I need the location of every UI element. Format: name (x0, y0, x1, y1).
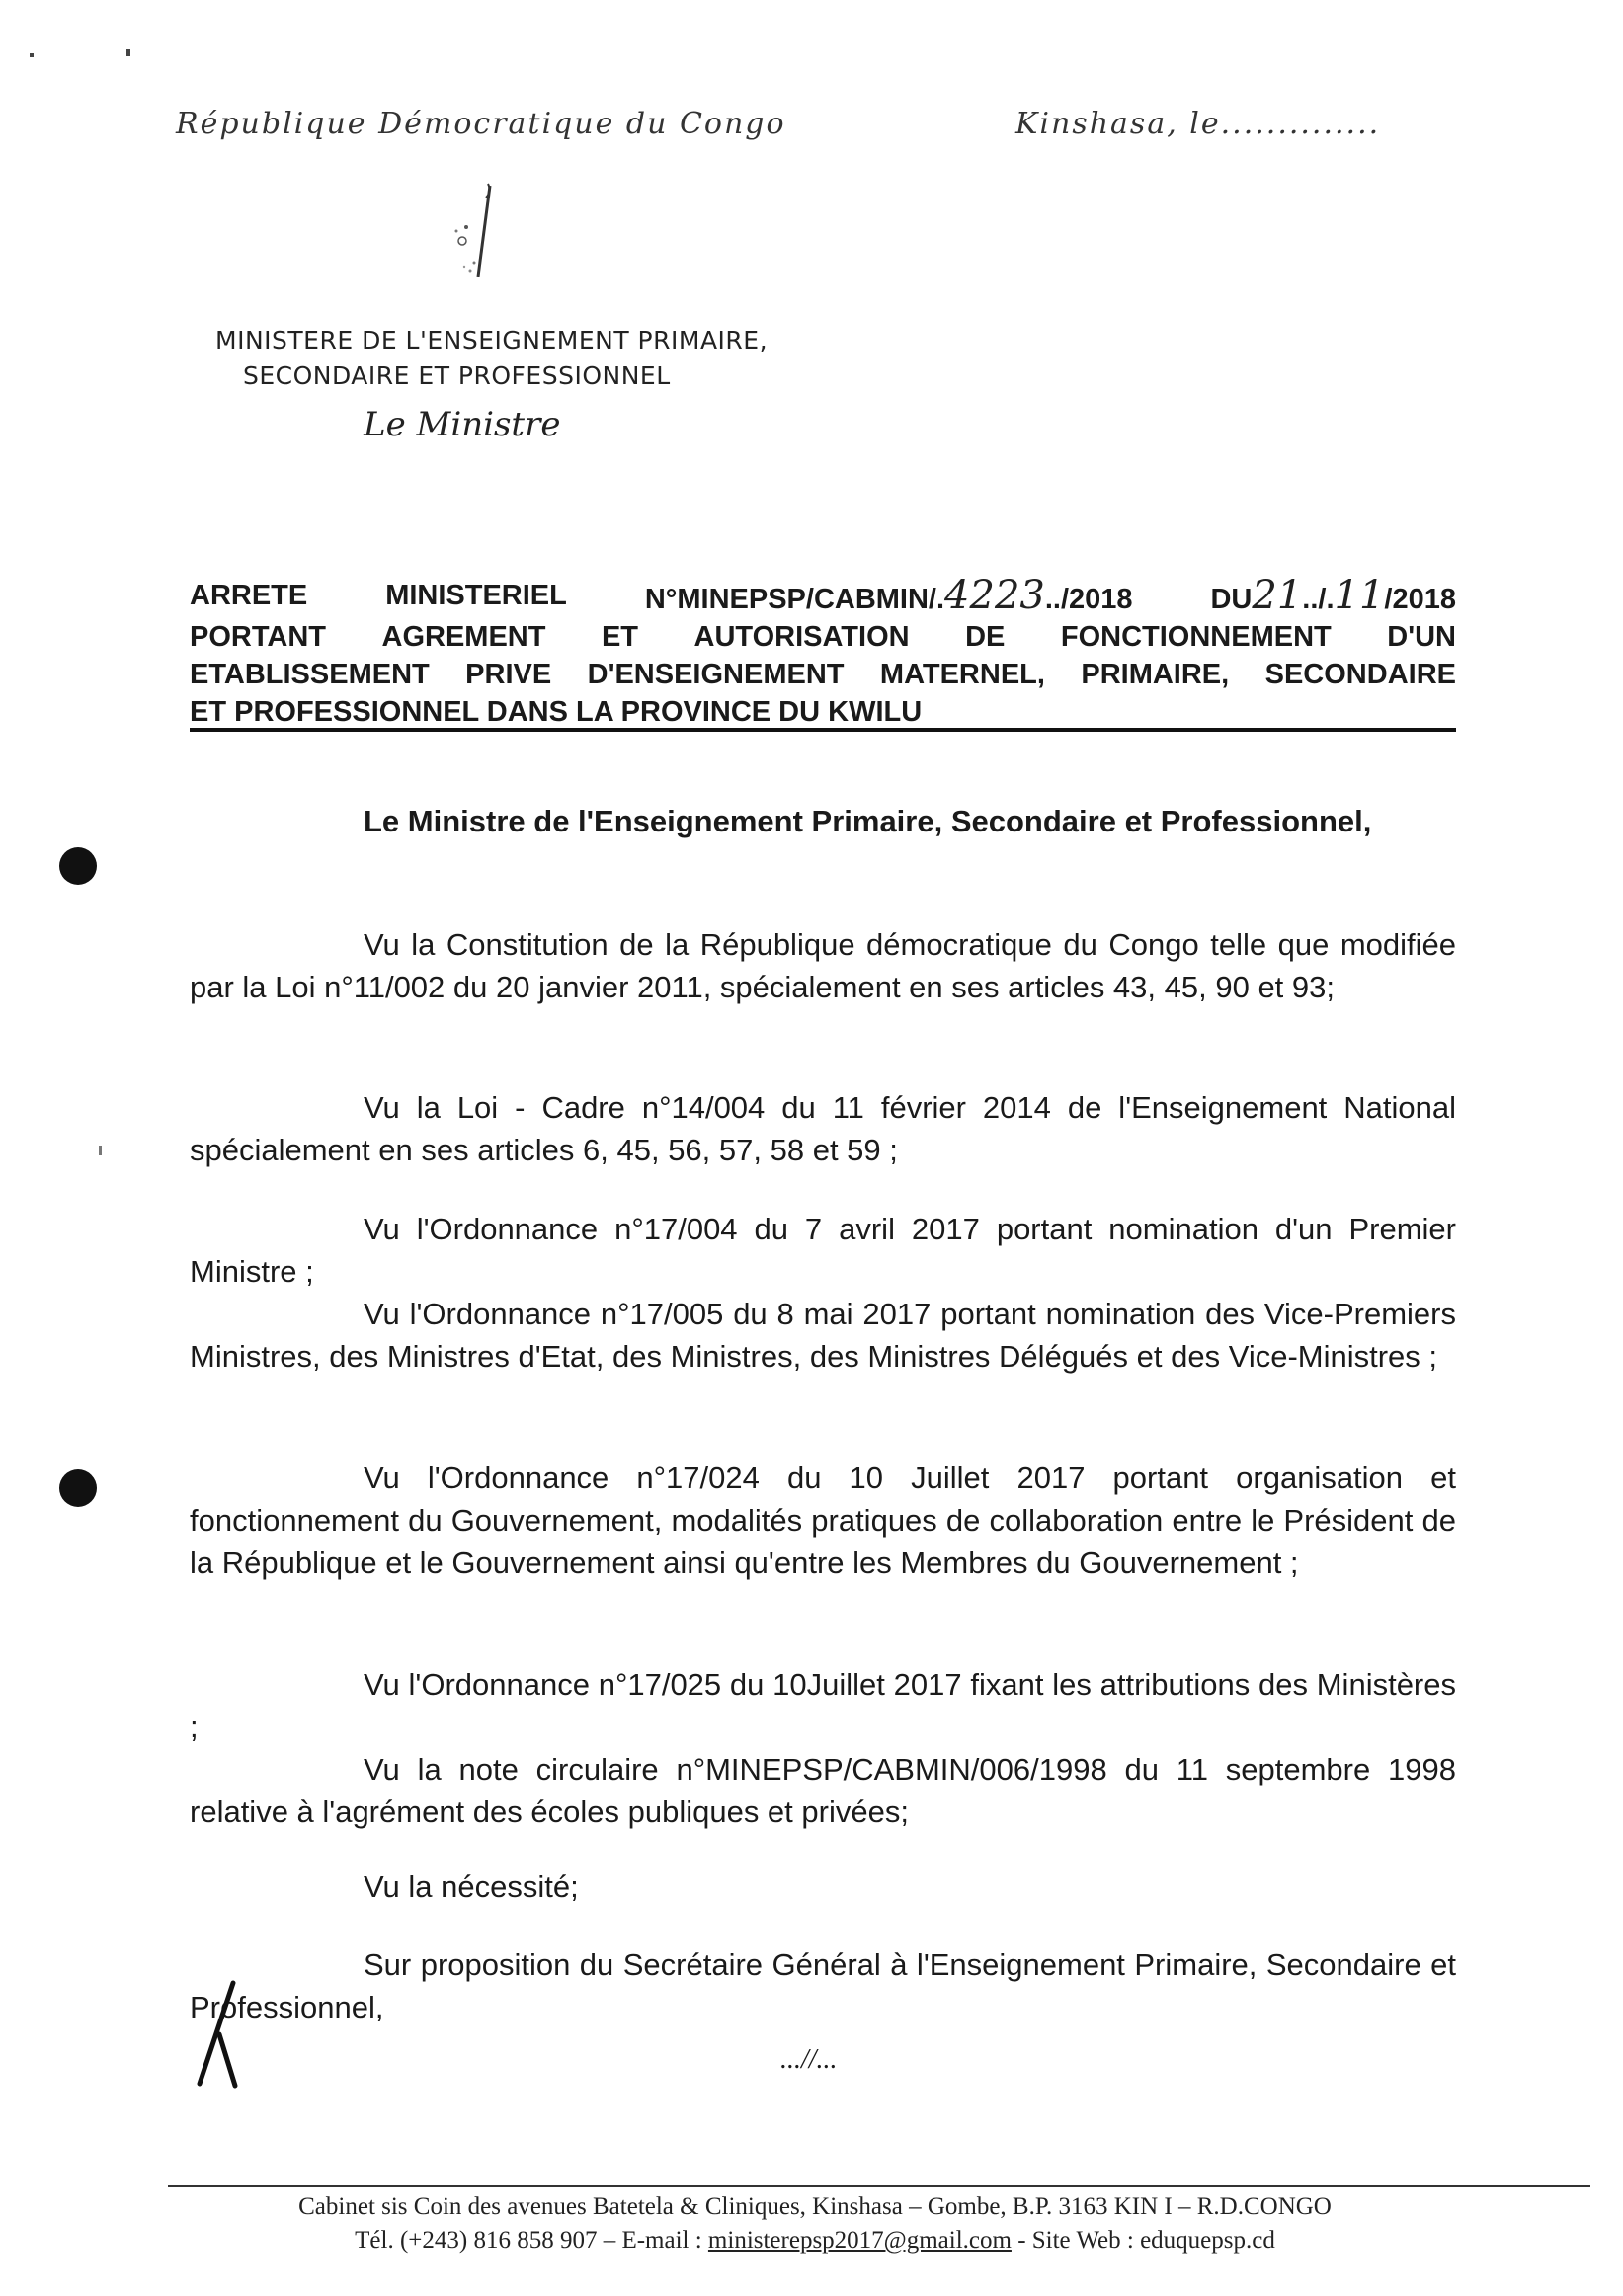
punch-hole (59, 1469, 97, 1507)
title-line-4: ET PROFESSIONNEL DANS LA PROVINCE DU KWILU (190, 696, 923, 728)
reference-prefix: N°MINEPSP/CABMIN/. (644, 584, 945, 615)
ministry-line-1: MINISTERE DE L'ENSEIGNEMENT PRIMAIRE, (215, 326, 769, 355)
preamble-text: Vu la note circulaire n°MINEPSP/CABMIN/006/1998 du 11 septembre 1998 relative à l'agrément des écoles publiques et privées; (190, 1752, 1456, 1829)
preamble-paragraph (190, 1663, 1456, 1833)
footer-contact-line (148, 2224, 1482, 2257)
country-heading: République Démocratique du Congo (176, 107, 786, 141)
preamble-paragraph (190, 1086, 1456, 1171)
title-word: MINISTERIEL (385, 580, 567, 611)
title-line-2 (190, 618, 1456, 656)
decree-date (1210, 573, 1456, 618)
reference-suffix: ../2018 (1044, 584, 1133, 615)
scan-speck (126, 49, 130, 56)
title-word: PORTANT (190, 621, 327, 653)
preamble-text: Vu l'Ordonnance n°17/004 du 7 avril 2017 portant nomination d'un Premier Ministre ; (190, 1212, 1456, 1289)
title-word: PRIMAIRE, (1081, 659, 1230, 690)
title-word: ET (601, 621, 639, 653)
title-word: AUTORISATION (693, 621, 910, 653)
punch-hole (59, 847, 97, 885)
date-separator: ../. (1302, 584, 1335, 615)
title-word: D'UN (1387, 621, 1456, 653)
preamble-text: Vu l'Ordonnance n°17/024 du 10 Juillet 2017 portant organisation et fonctionnement du Gouvernement, modalités pratiques de collaboration entre le Président de la République et le Gouvernement ainsi qu'entre les Membres du Gouvernement ; (190, 1461, 1456, 1580)
decree-reference (644, 573, 1133, 618)
title-word: AGREMENT (381, 621, 546, 653)
ministry-line-2: SECONDAIRE ET PROFESSIONNEL (243, 361, 671, 390)
title-word: PRIVE (465, 659, 552, 690)
footer-email-link[interactable]: ministerepsp2017@gmail.com (707, 2227, 1012, 2254)
preamble-paragraph (190, 1943, 1456, 2028)
preamble-paragraph (190, 1865, 1456, 1908)
footer-rule (168, 2185, 1590, 2187)
footer-website: - Site Web : eduquepsp.cd (1011, 2227, 1275, 2254)
title-underline (190, 728, 1456, 732)
footer-address (148, 2190, 1482, 2257)
scan-speck (99, 1146, 102, 1155)
footer-phone: Tél. (+243) 816 858 907 – E-mail : (355, 2227, 708, 2254)
coat-of-arms-mark (405, 180, 514, 288)
title-word: D'ENSEIGNEMENT (587, 659, 845, 690)
date-year: /2018 (1384, 584, 1456, 615)
footer-address-line: Cabinet sis Coin des avenues Batetela & Cliniques, Kinshasa – Gombe, B.P. 3163 KIN I – R.D.CONGO (298, 2193, 1332, 2220)
scan-speck (30, 53, 34, 57)
handwritten-number: 4223 (944, 573, 1045, 618)
handwritten-day: 21 (1252, 573, 1303, 618)
preamble-text: Sur proposition du Secrétaire Général à l'Enseignement Primaire, Secondaire et Professionnel, (190, 1947, 1456, 2024)
date-prefix: DU (1210, 584, 1253, 615)
continuation-mark: ...//... (780, 2044, 838, 2075)
title-word: SECONDAIRE (1264, 659, 1456, 690)
preamble-text: Vu la nécessité; (364, 1869, 579, 1904)
signatory-title: Le Ministre (364, 405, 561, 444)
handwritten-initial (190, 1975, 259, 2094)
preamble-text: Vu l'Ordonnance n°17/005 du 8 mai 2017 portant nomination des Vice-Premiers Ministres, des Ministres d'Etat, des Ministres, des Ministres Délégués et des Vice-Ministres ; (190, 1297, 1456, 1374)
title-word: MATERNEL, (879, 659, 1045, 690)
preamble-text: Vu l'Ordonnance n°17/025 du 10Juillet 2017 fixant les attributions des Ministères ; (190, 1667, 1456, 1744)
preamble-paragraph (190, 1457, 1456, 1584)
title-word: DE (965, 621, 1006, 653)
place-date: Kinshasa, le.............. (1015, 107, 1381, 141)
title-word: ETABLISSEMENT (190, 659, 430, 690)
title-line-3 (190, 656, 1456, 693)
title-word: FONCTIONNEMENT (1060, 621, 1332, 653)
title-line-1 (190, 573, 1456, 618)
intro-text: Le Ministre de l'Enseignement Primaire, Secondaire et Professionnel, (364, 804, 1372, 838)
preamble-text: Vu la Loi - Cadre n°14/004 du 11 février 2014 de l'Enseignement National spécialement en ses articles 6, 45, 56, 57, 58 et 59 ; (190, 1090, 1456, 1167)
preamble-paragraph (190, 923, 1456, 1008)
intro-paragraph (190, 800, 1456, 842)
decree-title (190, 573, 1456, 731)
preamble-paragraph (190, 1208, 1456, 1378)
handwritten-month: 11 (1334, 573, 1385, 618)
title-word: ARRETE (190, 580, 308, 611)
preamble-text: Vu la Constitution de la République démocratique du Congo telle que modifiée par la Loi n°11/002 du 20 janvier 2011, spécialement en ses articles 43, 45, 90 et 93; (190, 927, 1456, 1004)
